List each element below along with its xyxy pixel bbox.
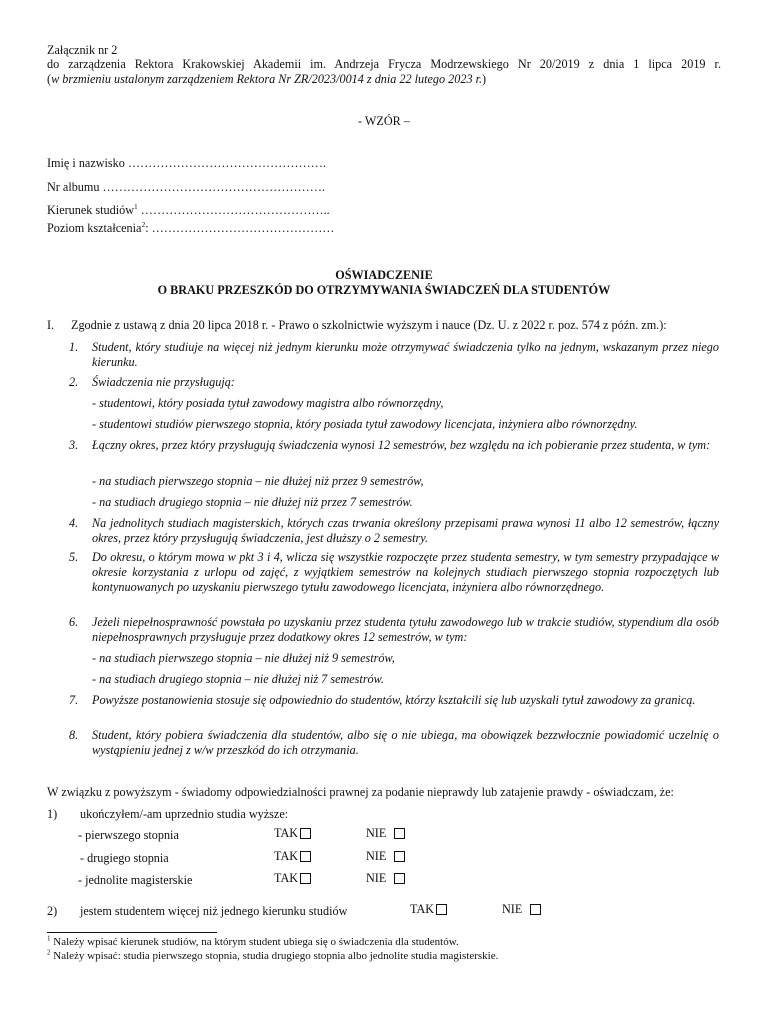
checkbox-icon[interactable] — [436, 904, 447, 915]
album-label: Nr albumu — [47, 180, 100, 194]
level-dots: ……………………………………… — [151, 221, 335, 235]
checkbox-icon[interactable] — [394, 828, 405, 839]
checkbox-icon[interactable] — [530, 904, 541, 915]
list-subitem: - studentowi, który posiada tytuł zawodowy magistra albo równorzędny, — [92, 396, 444, 410]
uniform-master-no-checkbox[interactable]: NIE — [366, 871, 405, 886]
document-title — [0, 268, 768, 298]
checkbox-icon[interactable] — [300, 828, 311, 839]
option-label-second-degree: - drugiego stopnia — [80, 851, 169, 865]
checkbox-icon[interactable] — [394, 873, 405, 884]
question-2-number: 2) — [47, 904, 58, 918]
checkbox-icon[interactable] — [394, 851, 405, 862]
list-subitem: - na studiach drugiego stopnia – nie dłużej niż 7 semestrów. — [92, 672, 384, 686]
footnote-1: $^1$ Należy wpisać kierunek studiów, na którym student ubiega się o świadczenia dla studentów. — [47, 934, 459, 948]
attachment-number: Załącznik nr 2 — [47, 43, 118, 57]
option-label-first-degree: - pierwszego stopnia — [78, 828, 179, 842]
section-text: Zgodnie z ustawą z dnia 20 lipca 2018 r. - Prawo o szkolnictwie wyższym i nauce (Dz. U. z 2022 r. poz. 574 z późn. zm.): — [71, 318, 667, 332]
list-subitem: - na studiach drugiego stopnia – nie dłużej niż przez 7 semestrów. — [92, 495, 413, 509]
section-number: I. — [47, 318, 55, 332]
level-field[interactable]: Poziom kształcenia$^2$: ……………………………………… — [47, 219, 335, 235]
option-label-uniform-master: - jednolite magisterskie — [78, 873, 193, 887]
title-line-1: OŚWIADCZENIE — [335, 268, 433, 282]
course-field[interactable] — [47, 203, 330, 218]
first-degree-no-checkbox[interactable]: NIE — [366, 826, 405, 841]
attachment-header — [47, 43, 721, 86]
course-dots: ……………………………………….. — [140, 203, 330, 217]
title-line-2: O BRAKU PRZESZKÓD DO OTRZYMYWANIA ŚWIADCZEŃ DLA STUDENTÓW — [157, 283, 611, 297]
attachment-ordinance: do zarządzenia Rektora Krakowskiej Akademii im. Andrzeja Frycza Modrzewskiego Nr 20/2019 z dnia 1 lipca 2019 r. — [47, 57, 721, 72]
question-1-text: ukończyłem/-am uprzednio studia wyższe: — [80, 807, 289, 821]
footnote-2: $^2$ Należy wpisać: studia pierwszego stopnia, studia drugiego stopnia albo jednolite studia magisterskie. — [47, 948, 499, 962]
course-label: Kierunek studiów — [47, 203, 134, 217]
name-label: Imię i nazwisko — [47, 156, 125, 170]
attachment-amendment: (w brzmieniu ustalonym zarządzeniem Rektora Nr ZR/2023/0014 z dnia 22 lutego 2023 r.) — [47, 71, 487, 86]
list-subitem: - studentowi studiów pierwszego stopnia, który posiada tytuł zawodowy licencjata, inżyniera albo równorzędny. — [92, 417, 638, 431]
second-degree-yes-checkbox[interactable]: TAK — [274, 849, 311, 864]
list-subitem: - na studiach pierwszego stopnia – nie dłużej niż przez 9 semestrów, — [92, 474, 424, 488]
footnote-ref-1: 1 — [134, 201, 138, 211]
name-dots: …………………………………………. — [127, 156, 326, 170]
level-label: Poziom kształcenia — [47, 221, 142, 235]
list-subitem: - na studiach pierwszego stopnia – nie dłużej niż 9 semestrów, — [92, 651, 395, 665]
question-2-text: jestem studentem więcej niż jednego kierunku studiów — [80, 904, 348, 918]
multiple-courses-no-checkbox[interactable]: NIE — [502, 902, 541, 917]
name-field[interactable] — [47, 156, 326, 171]
footnote-ref-2: 2 — [141, 219, 146, 229]
second-degree-no-checkbox[interactable]: NIE — [366, 849, 405, 864]
uniform-master-yes-checkbox[interactable]: TAK — [274, 871, 311, 886]
document-page: Załącznik nr 2 do zarządzenia Rektora Krakowskiej Akademii im. Andrzeja Frycza Modrzewskiego Nr 20/2019 z dnia 1 lipca 2019 r. (w brzmieniu ustalonym zarządzeniem Rektora Nr ZR/2023/0014 z dnia 22 lutego 2023 r.) - WZÓR – Imię i nazwisko …………………………………………. Nr albumu ………………………………………………. Kierunek studiów$^1$ ……………………………………….. Poziom kształcenia$^2$: ……………………………………… OŚWIADCZENIE O BRAKU PRZESZKÓD DO OTRZYMYWANIA ŚWIADCZEŃ DLA STUDENTÓW I. Zgodnie z ustawą z dnia 20 lipca 2018 r. - Prawo o szkolnictwie wyższym i nauce (Dz. U. z 2022 r. poz. 574 z późn. zm.): 1. Student, który studiuje na więcej niż jednym kierunku może otrzymywać świadczenia tylko na jednym, wskazanym przez niego kierunku. 2. Świadczenia nie przysługują: - studentowi, który posiada tytuł zawodowy magistra albo równorzędny, - studentowi studiów pierwszego stopnia, który posiada tytuł zawodowy licencjata, inżyniera albo równorzędny. 3. Łączny okres, przez który przysługują świadczenia wynosi 12 semestrów, bez względu na ich pobieranie przez studenta, w tym: - na studiach pierwszego stopnia – nie dłużej niż przez 9 semestrów, - na studiach drugiego stopnia – nie dłużej niż przez 7 semestrów. 4. Na jednolitych studiach magisterskich, których czas trwania określony przepisami prawa wynosi 11 albo 12 semestrów, łączny okres, przez który przysługują świadczenia, jest dłuższy o 2 semestry. 5. Do okresu, o którym mowa w pkt 3 i 4, wlicza się wszystkie rozpoczęte przez studenta semestry, w tym semestry przypadające w okresie korzystania z urlopu od zajęć, z wyjątkiem semestrów na kolejnych studiach pierwszego stopnia rozpoczętych lub kontynuowanych po uzyskaniu pierwszego tytułu zawodowego licencjata, inżyniera albo równorzędnego. 6. Jeżeli niepełnosprawność powstała po uzyskaniu przez studenta tytułu zawodowego lub w trakcie studiów, stypendium dla osób niepełnosprawnych przysługuje przez dodatkowy okres 12 semestrów, w tym: - na studiach pierwszego stopnia – nie dłużej niż 9 semestrów, - na studiach drugiego stopnia – nie dłużej niż 7 semestrów. 7. Powyższe postanowienia stosuje się odpowiednio do studentów, którzy kształcili się lub uzyskali tytuł zawodowy za granicą. 8. Student, który pobiera świadczenia dla studentów, albo się o nie ubiega, ma obowiązek bezzwłocznie powiadomić uczelnię o wystąpieniu jednej z w/w przeszkód do ich otrzymania. W związku z powyższym - świadomy odpowiedzialności prawnej za podanie nieprawdy lub zatajenie prawdy - oświadczam, że: 1) ukończyłem/-am uprzednio studia wyższe: - pierwszego stopnia TAK NIE - drugiego stopnia TAK NIE - jednolite magisterskie TAK NIE 2) jestem studentem więcej niż jednego kierunku studiów TAK NIE $^1$ Należy wpisać kierunek studiów, na którym student ubiega się o świadczenia dla studentów. $^2$ Należy wpisać: studia pierwszego stopnia, studia drugiego stopnia albo jednolite studia magisterskie. — [0, 0, 768, 1024]
declaration-statement: W związku z powyższym - świadomy odpowiedzialności prawnej za podanie nieprawdy lub zatajenie prawdy - oświadczam, że: — [47, 785, 674, 799]
multiple-courses-yes-checkbox[interactable]: TAK — [410, 902, 447, 917]
checkbox-icon[interactable] — [300, 851, 311, 862]
question-1-number: 1) — [47, 807, 58, 821]
first-degree-yes-checkbox[interactable]: TAK — [274, 826, 311, 841]
template-label: - WZÓR – — [358, 114, 410, 128]
album-dots: ………………………………………………. — [102, 180, 325, 194]
album-number-field[interactable] — [47, 180, 325, 195]
checkbox-icon[interactable] — [300, 873, 311, 884]
footnote-separator — [47, 932, 217, 933]
